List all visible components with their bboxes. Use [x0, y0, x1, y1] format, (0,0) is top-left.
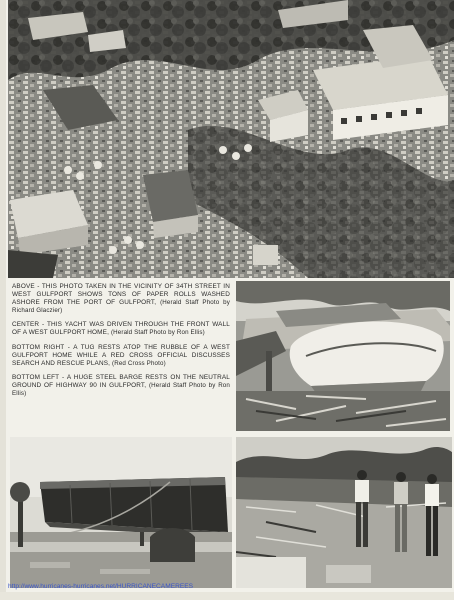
- caption-above: [12, 283, 230, 315]
- caption-center: [12, 321, 230, 337]
- caption-bottom-right-credit: (Red Cross Photo): [112, 359, 166, 367]
- caption-bottom-right-text: BOTTOM RIGHT - A TUG RESTS ATOP THE RUBBLE OF A WEST GULFPORT HOME WHILE A RED CROSS OFFICIAL DISCUSSES SEARCH AND RESCUE PLANS,: [12, 343, 230, 367]
- caption-center-text: CENTER - THIS YACHT WAS DRIVEN THROUGH THE FRONT WALL OF A WEST GULFPORT HOME,: [12, 321, 230, 337]
- yacht-in-house-photo: [236, 281, 450, 431]
- page-edge: [0, 0, 6, 600]
- caption-bottom-left: [12, 374, 230, 398]
- caption-above-credit: (Herald Staff Photo by Richard Glaczier): [12, 299, 230, 315]
- caption-above-text: ABOVE - THIS PHOTO TAKEN IN THE VICINITY OF 34TH STREET IN WEST GULFPORT SHOWS TONS OF PAPER ROLLS WASHED ASHORE FROM THE PORT OF GULFPORT,: [12, 283, 230, 307]
- steel-barge-photo: [10, 437, 232, 588]
- caption-center-credit: (Herald Staff Photo by Ron Ellis): [110, 329, 205, 337]
- caption-column: [12, 283, 230, 433]
- page-bottom-strip: [0, 592, 454, 600]
- rescue-officials-photo: [236, 437, 452, 588]
- caption-bottom-left-credit: (Herald Staff Photo by Ron Ellis): [12, 381, 230, 398]
- caption-bottom-right: [12, 344, 230, 368]
- caption-bottom-left-text: BOTTOM LEFT - A HUGE STEEL BARGE RESTS ON THE NEUTRAL GROUND OF HIGHWAY 90 IN GULFPORT,: [12, 373, 230, 389]
- source-url-watermark[interactable]: http://www.hurricanes-hurricanes.net/HURRICANECAMEREES: [8, 583, 194, 590]
- aerial-debris-photo: [8, 0, 454, 278]
